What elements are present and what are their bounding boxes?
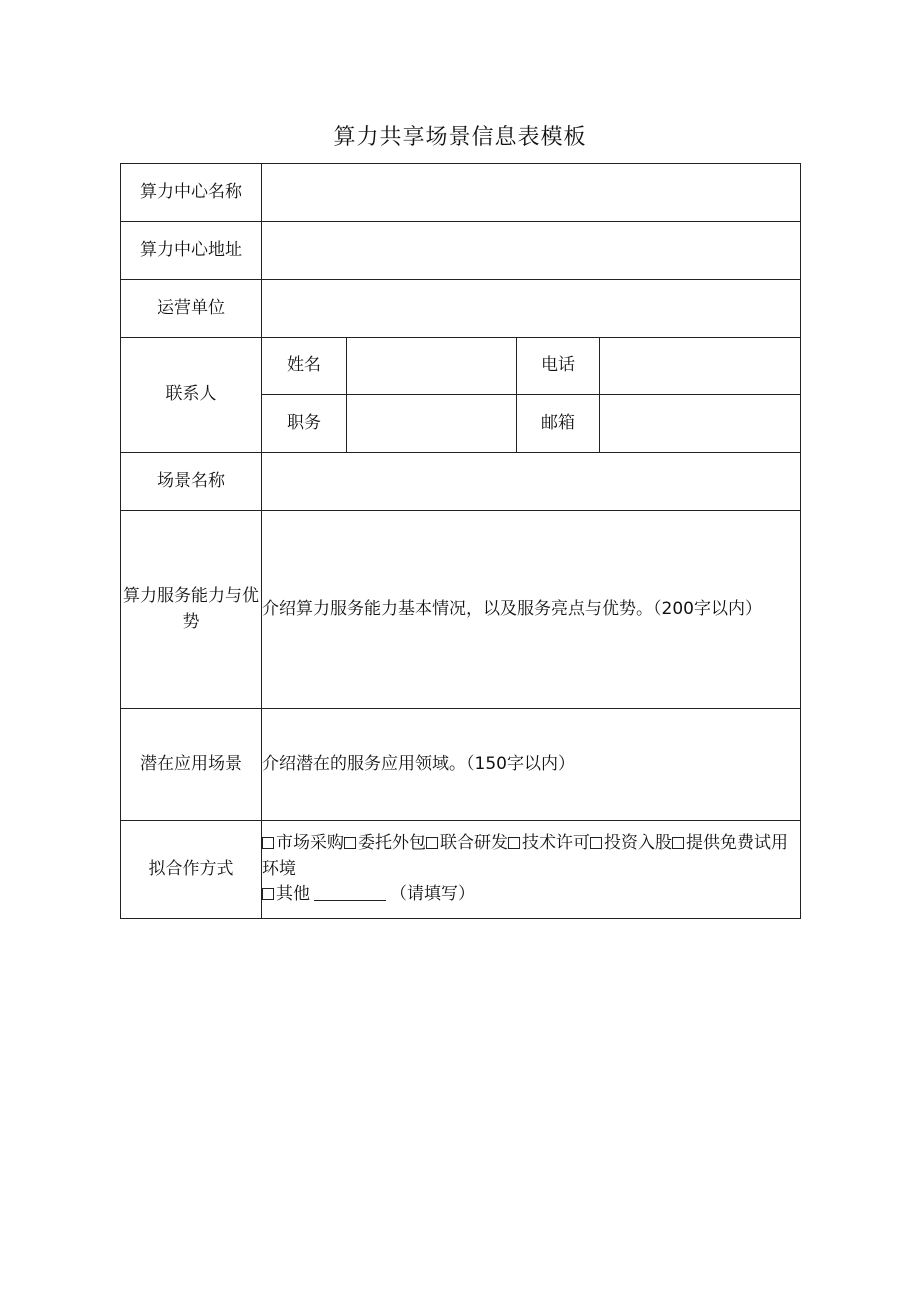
operator-field[interactable]	[262, 280, 801, 338]
contact-phone-label: 电话	[517, 338, 600, 395]
info-form-table	[120, 163, 801, 919]
contact-position-label: 职务	[262, 395, 347, 453]
center-address-field[interactable]	[262, 222, 801, 280]
option-label: 提供免费试用环境	[262, 833, 788, 879]
scenario-name-field[interactable]	[262, 453, 801, 511]
row-application	[121, 709, 801, 821]
row-capability	[121, 511, 801, 709]
checkbox-icon[interactable]	[344, 837, 356, 849]
operator-label: 运营单位	[121, 280, 262, 338]
contact-name-field[interactable]	[347, 338, 517, 395]
center-name-field[interactable]	[262, 164, 801, 222]
option-label: 市场采购	[276, 833, 344, 854]
other-fill-line[interactable]	[314, 884, 386, 901]
contact-phone-field[interactable]	[600, 338, 801, 395]
row-scenario-name	[121, 453, 801, 511]
other-fill-hint: （请填写）	[390, 884, 475, 905]
row-operator	[121, 280, 801, 338]
checkbox-icon[interactable]	[672, 837, 684, 849]
option-label: 联合研发	[440, 833, 508, 854]
row-center-name	[121, 164, 801, 222]
capability-field[interactable]	[262, 511, 801, 709]
capability-label: 算力服务能力与优势	[121, 511, 262, 709]
capability-hint: 介绍算力服务能力基本情况，以及服务亮点与优势。（200字以内）	[262, 598, 762, 619]
row-contact-1	[121, 338, 801, 395]
contact-label: 联系人	[121, 338, 262, 453]
row-center-address	[121, 222, 801, 280]
center-name-label: 算力中心名称	[121, 164, 262, 222]
option-other[interactable]	[262, 884, 310, 904]
application-hint: 介绍潜在的服务应用领域。（150字以内）	[262, 753, 575, 774]
checkbox-icon[interactable]	[426, 837, 438, 849]
option-label: 投资入股	[604, 833, 672, 854]
contact-email-field[interactable]	[600, 395, 801, 453]
option-label: 其他	[276, 884, 310, 905]
option-label: 委托外包	[358, 833, 426, 854]
checkbox-icon[interactable]	[508, 837, 520, 849]
contact-name-label: 姓名	[262, 338, 347, 395]
cooperation-options	[262, 821, 801, 919]
contact-position-field[interactable]	[347, 395, 517, 453]
checkbox-icon[interactable]	[262, 888, 274, 900]
option-label: 技术许可	[522, 833, 590, 854]
checkbox-icon[interactable]	[262, 837, 274, 849]
application-field[interactable]	[262, 709, 801, 821]
checkbox-icon[interactable]	[590, 837, 602, 849]
option-investment[interactable]	[590, 833, 672, 853]
option-joint-research[interactable]	[426, 833, 508, 853]
option-tech-license[interactable]	[508, 833, 590, 853]
scenario-name-label: 场景名称	[121, 453, 262, 511]
option-market-purchase[interactable]	[262, 833, 344, 853]
center-address-label: 算力中心地址	[121, 222, 262, 280]
option-outsourcing[interactable]	[344, 833, 426, 853]
application-label: 潜在应用场景	[121, 709, 262, 821]
row-cooperation	[121, 821, 801, 919]
cooperation-label: 拟合作方式	[121, 821, 262, 919]
contact-email-label: 邮箱	[517, 395, 600, 453]
page-title: 算力共享场景信息表模板	[333, 125, 587, 150]
